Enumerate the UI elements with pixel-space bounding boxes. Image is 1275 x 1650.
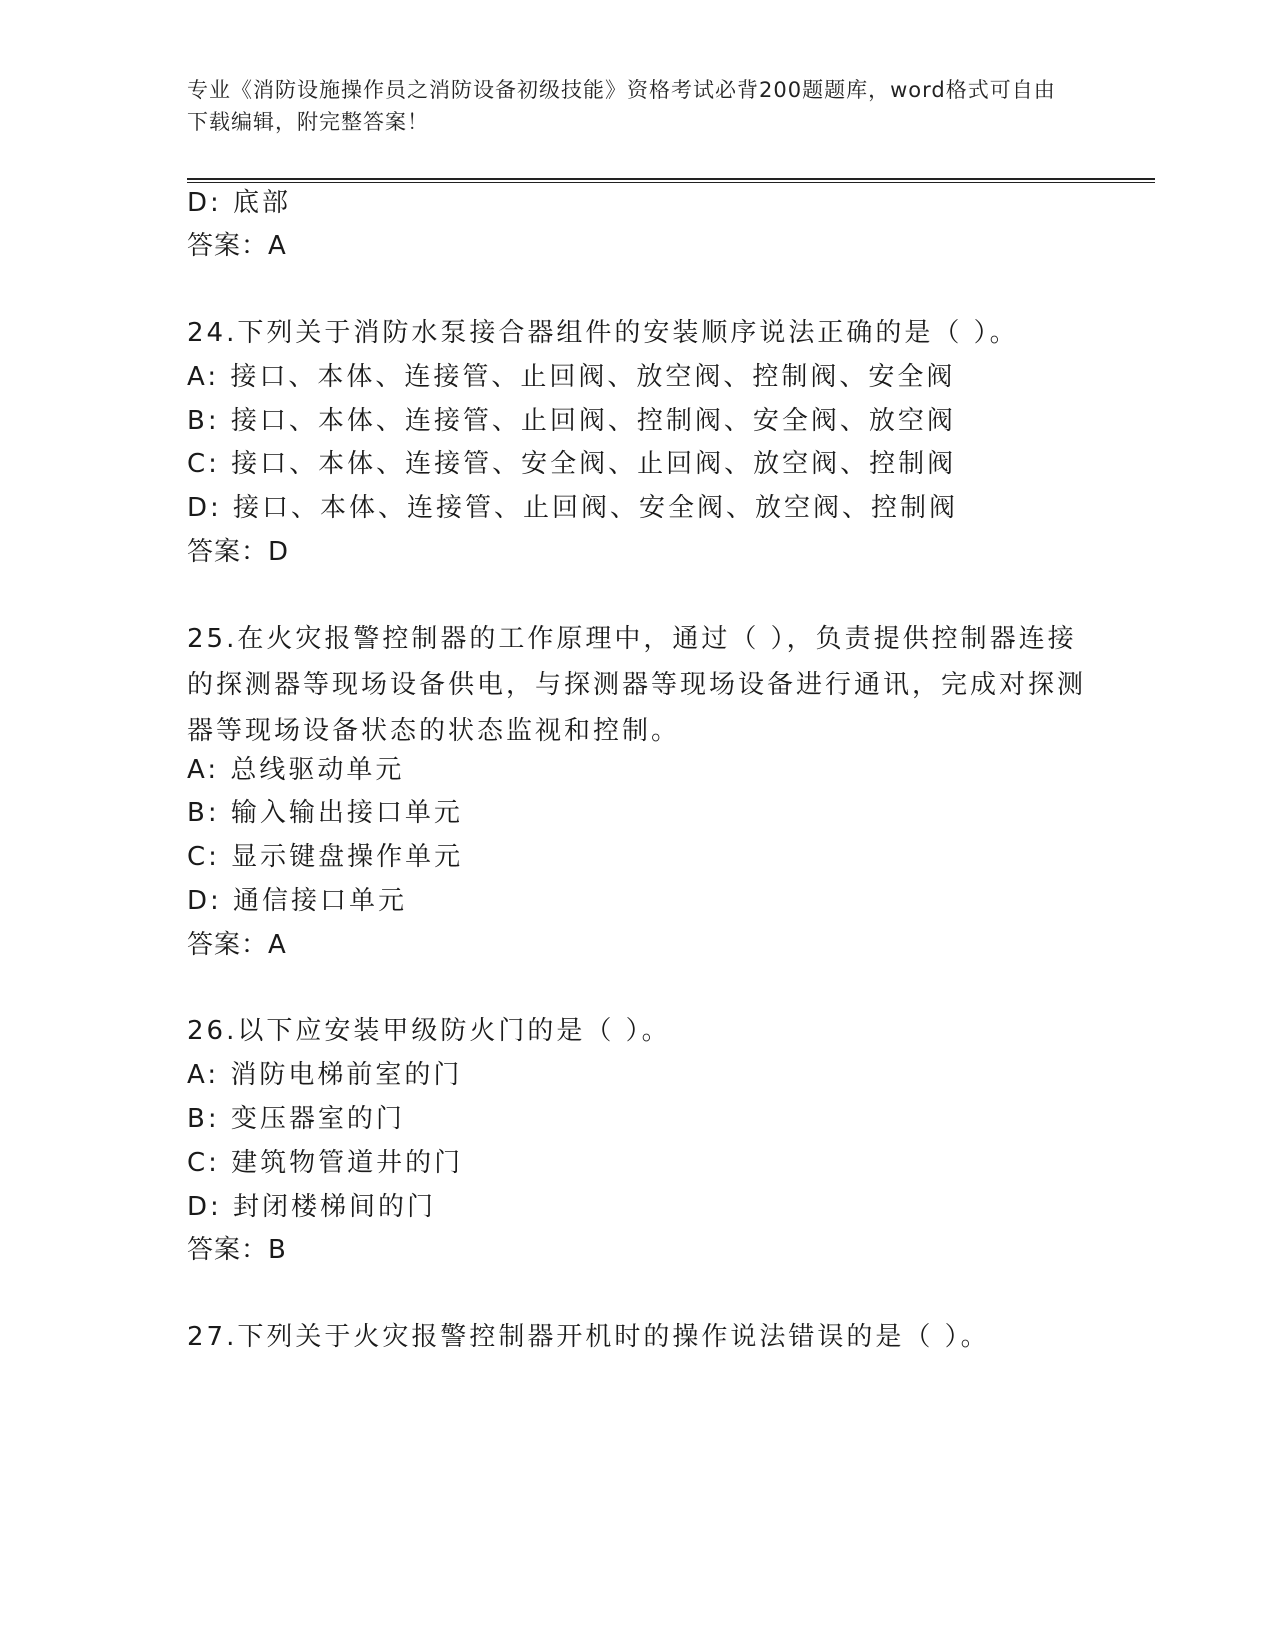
option-a: A: 消防电梯前室的门	[187, 1060, 463, 1090]
question-26: 26.以下应安装甲级防火门的是（ ）。	[187, 1016, 671, 1046]
option-a: A: 总线驱动单元	[187, 755, 405, 785]
question-24: 24.下列关于消防水泵接合器组件的安装顺序说法正确的是（ ）。	[187, 318, 1019, 348]
option-c: C: 建筑物管道井的门	[187, 1148, 464, 1178]
option-c: C: 接口、本体、连接管、安全阀、止回阀、放空阀、控制阀	[187, 449, 957, 479]
option-d: D: 封闭楼梯间的门	[187, 1192, 437, 1222]
answer: 答案：D	[187, 537, 290, 567]
option-d: D: 底部	[187, 188, 292, 218]
header-divider	[187, 178, 1155, 183]
option-c: C: 显示键盘操作单元	[187, 842, 464, 872]
option-a: A: 接口、本体、连接管、止回阀、放空阀、控制阀、安全阀	[187, 362, 956, 392]
question-25: 25.在火灾报警控制器的工作原理中，通过（ ），负责提供控制器连接的探测器等现场设备供电，与探测器等现场设备进行通讯，完成对探测器等现场设备状态的状态监视和控制。	[187, 624, 1087, 746]
option-b: B: 接口、本体、连接管、止回阀、控制阀、安全阀、放空阀	[187, 406, 956, 436]
answer: 答案：A	[187, 930, 287, 960]
option-b: B: 变压器室的门	[187, 1104, 405, 1134]
answer: 答案：A	[187, 231, 287, 261]
document-header: 专业《消防设施操作员之消防设备初级技能》资格考试必背200题题库，word格式可自由下载编辑，附完整答案！	[187, 78, 1056, 134]
answer: 答案：B	[187, 1235, 287, 1265]
option-b: B: 输入输出接口单元	[187, 798, 463, 828]
question-27: 27.下列关于火灾报警控制器开机时的操作说法错误的是（ ）。	[187, 1322, 990, 1352]
option-d: D: 通信接口单元	[187, 886, 408, 916]
option-d: D: 接口、本体、连接管、止回阀、安全阀、放空阀、控制阀	[187, 493, 959, 523]
